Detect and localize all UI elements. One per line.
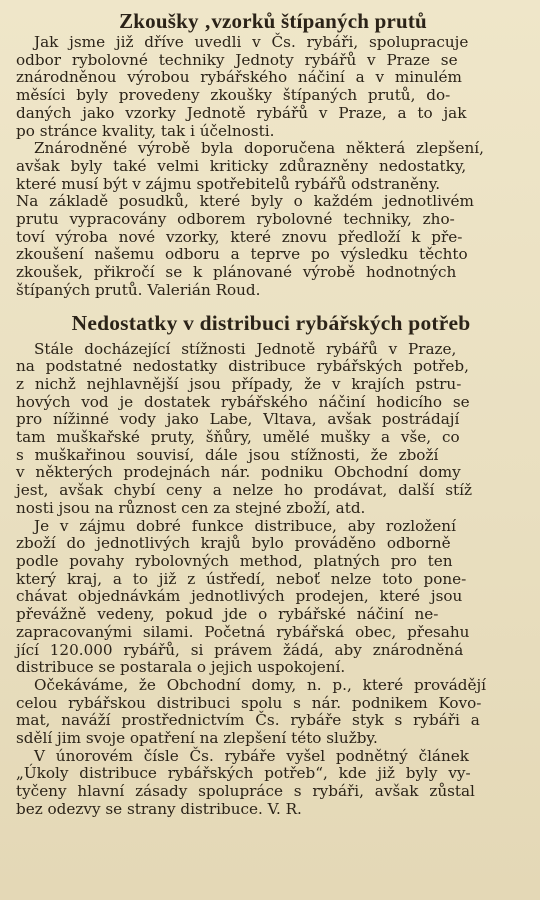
text-line: po stránce kvality, tak i účelnosti. <box>16 121 275 140</box>
text-line: toví výroba nové vzorky, které znovu předloží k pře- <box>16 227 463 246</box>
article-paragraph <box>16 140 526 299</box>
text-line: distribuce se postarala o jejich uspokojení. <box>16 658 346 677</box>
text-line: na podstatné nedostatky distribuce rybářských potřeb, <box>16 357 469 376</box>
author-signature: Valerián Roud. <box>147 280 261 299</box>
text-line: Očekáváme, že Obchodní domy, n. p., které provádějí <box>34 675 487 694</box>
text-line: zapracovanými silami. Početná rybářská obec, přesahu <box>16 622 470 641</box>
text-line: s muškařinou souvisí, dále jsou stížnosti, že zboží <box>16 445 439 464</box>
text-line: zboží do jednotlivých krajů bylo prováděno odborně <box>16 534 451 553</box>
text-line: Na základě posudků, které byly o každém jednotlivém <box>16 192 474 211</box>
text-line: avšak byly také velmi kriticky zdůrazněny nedostatky, <box>16 156 467 175</box>
signature-line <box>16 282 526 300</box>
text-line: měsíci byly provedeny zkoušky štípaných prutů, do- <box>16 86 451 105</box>
text-line: tyčeny hlavní zásady spolupráce s rybáři, avšak zůstal <box>16 782 475 801</box>
text-line: odbor rybolovné techniky Jednoty rybářů v Praze se <box>16 50 458 69</box>
article-paragraph <box>16 677 526 748</box>
text-line: jící 120.000 rybářů, si právem žádá, aby znárodněná <box>16 640 464 659</box>
text-line: „Úkoly distribuce rybářských potřeb“, kde již byly vy- <box>16 764 471 783</box>
author-signature: V. R. <box>267 799 302 818</box>
article-paragraph <box>16 518 526 677</box>
article-paragraph <box>16 34 526 140</box>
article-title: Nedostatky v distribuci rybářských potřeb <box>71 310 471 335</box>
text-line: znárodněnou výrobou rybářského náčiní a v minulém <box>16 68 462 87</box>
text-line: Jak jsme již dříve uvedli v Čs. rybáři, spolupracuje <box>34 33 469 51</box>
text-line: který kraj, a to již z ústředí, neboť nelze toto pone- <box>16 569 467 588</box>
text-line: pro nížinné vody jako Labe, Vltava, avšak postrádají <box>16 410 460 429</box>
text-line: které musí být v zájmu spotřebitelů rybářů odstraněny. <box>16 174 441 193</box>
article-paragraph <box>16 748 526 819</box>
text-line: z nichž nejhlavnější jsou případy, že v krajích pstru- <box>16 374 462 393</box>
text-line: tam muškařské pruty, šňůry, umělé mušky a vše, co <box>16 428 460 447</box>
signature-line <box>16 801 526 819</box>
text-line: zkoušení našemu odboru a teprve po výsledku těchto <box>16 245 468 264</box>
text-line: Stále docházející stížnosti Jednotě rybářů v Praze, <box>34 339 457 358</box>
text-line: jest, avšak chybí ceny a nelze ho prodávat, další stíž <box>16 481 472 500</box>
text-line: hových vod je dostatek rybářského náčiní hodicího se <box>16 392 470 411</box>
text-line: bez odezvy se strany distribuce. <box>16 799 263 818</box>
text-line: V únorovém čísle Čs. rybáře vyšel podnětný článek <box>34 746 469 765</box>
article-paragraph <box>16 341 526 518</box>
text-line: celou rybářskou distribuci spolu s nár. podnikem Kovo- <box>16 693 482 712</box>
text-line: podle povahy rybolovných method, platných pro ten <box>16 551 453 570</box>
text-line: Je v zájmu dobré funkce distribuce, aby rozložení <box>34 516 456 535</box>
text-line: daných jako vzorky Jednotě rybářů v Praze, a to jak <box>16 103 467 122</box>
text-line: chávat objednávkám jednotlivých prodejen, které jsou <box>16 587 463 606</box>
text-line: zkoušek, přikročí se k plánované výrobě hodnotných <box>16 263 457 282</box>
text-line: sdělí jim svoje opatření na zlepšení této služby. <box>16 729 378 748</box>
article-title: Zkoušky ‚vzorků štípaných prutů <box>119 9 427 33</box>
text-line: Znárodněné výrobě byla doporučena některá zlepšení, <box>34 139 484 158</box>
text-line: v některých prodejnách nár. podniku Obchodní domy <box>16 463 461 482</box>
text-line: prutu vypracovány odborem rybolovné techniky, zho- <box>16 210 455 229</box>
text-line: štípaných prutů. <box>16 280 143 299</box>
text-line: nosti jsou na různost cen za stejné zboží, atd. <box>16 498 366 517</box>
text-line: mat, naváží prostřednictvím Čs. rybáře styk s rybáři a <box>16 711 480 730</box>
text-line: převážně vedeny, pokud jde o rybářské náčiní ne- <box>16 605 439 624</box>
article-distribution-shortcomings <box>16 309 526 819</box>
article-prut-tests <box>16 8 526 300</box>
